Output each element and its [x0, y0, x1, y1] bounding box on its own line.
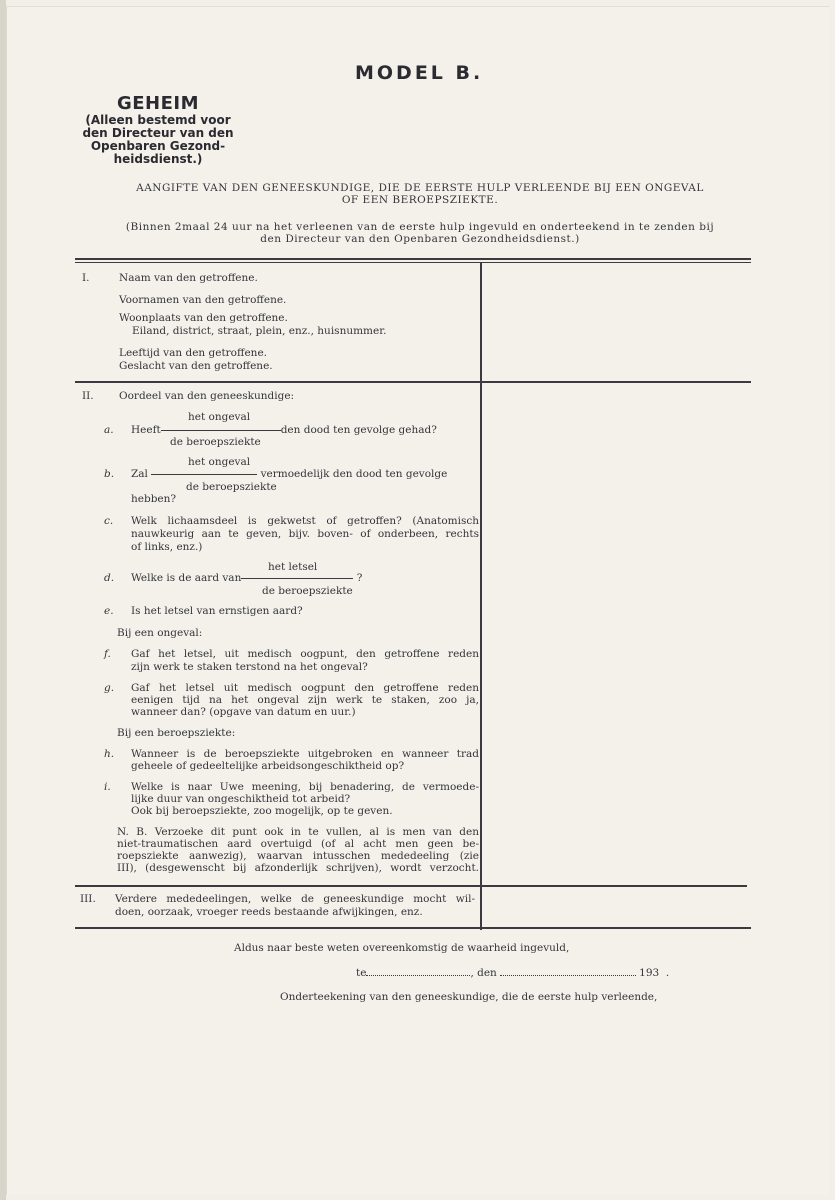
field-sublabel: Eiland, district, straat, plein, enz., huisnummer.	[132, 325, 387, 337]
item-letter: d.	[104, 572, 115, 584]
question-line: Welke is naar Uwe meening, bij benadering, de vermoede-	[131, 781, 479, 793]
section-numeral: II.	[82, 390, 94, 402]
question-line: eenigen tijd na het ongeval zijn werk te staken, zoo ja,	[131, 694, 479, 706]
fraction-line	[161, 430, 281, 431]
section-heading: Oordeel van den geneeskundige:	[119, 390, 295, 402]
item-letter: f.	[104, 648, 111, 660]
question-text: ?	[356, 572, 363, 584]
end-dot: .	[665, 967, 670, 979]
question-line: doen, oorzaak, vroeger reeds bestaande afwijkingen, enz.	[115, 906, 423, 918]
form-subtitle-line: OF EEN BEROEPSZIEKTE.	[341, 194, 499, 206]
option-below: de beroepsziekte	[186, 481, 277, 493]
answer-field-section-1[interactable]	[484, 266, 749, 379]
field-label: Leeftijd van den getroffene.	[119, 347, 267, 359]
option-below: de beroepsziekte	[262, 585, 353, 597]
item-letter: h.	[104, 748, 115, 760]
question-text: Is het letsel van ernstigen aard?	[131, 605, 303, 617]
option-above: het ongeval	[188, 411, 251, 423]
item-letter: b.	[104, 468, 115, 480]
section-numeral: III.	[80, 893, 96, 905]
nb-line: III), (desgewenscht bij afzonderlijk schrijven), wordt verzocht.	[117, 862, 479, 874]
table-top-rule-thin	[75, 262, 751, 263]
nb-line: niet-traumatischen aard overtuigd (of al acht men geen be-	[117, 838, 479, 850]
question-line: nauwkeurig aan te geven, bijv. boven- of onderbeen, rechts	[131, 528, 479, 540]
question-line: Gaf het letsel, uit medisch oogpunt, den getroffene reden	[131, 648, 479, 660]
question-line: Gaf het letsel uit medisch oogpunt den getroffene reden	[131, 682, 479, 694]
question-line: Wanneer is de beroepsziekte uitgebroken en wanneer trad	[131, 748, 479, 760]
signature-area[interactable]	[280, 1010, 690, 1050]
section-divider	[75, 381, 751, 383]
question-line: Ook bij beroepsziekte, zoo mogelijk, op te geven.	[131, 805, 393, 817]
field-label: Woonplaats van den getroffene.	[119, 312, 288, 324]
date-input-line[interactable]	[500, 966, 636, 976]
question-line: Welk lichaamsdeel is gekwetst of getroffen? (Anatomisch	[131, 515, 479, 527]
question-text: den dood ten gevolge gehad?	[280, 424, 437, 436]
field-label: Voornamen van den getroffene.	[119, 294, 287, 306]
field-label: Geslacht van den getroffene.	[119, 360, 273, 372]
confidential-note-line: (Alleen bestemd voor	[85, 113, 231, 127]
question-text: Welke is de aard van	[131, 572, 242, 584]
form-title: MODEL B.	[355, 62, 484, 84]
declaration-text: Aldus naar beste weten overeenkomstig de waarheid ingevuld,	[234, 942, 570, 954]
option-below: de beroepsziekte	[170, 436, 261, 448]
nb-line: N. B. Verzoeke dit punt ook in te vullen, al is men van den	[117, 826, 479, 838]
date-label: , den	[470, 967, 497, 979]
item-letter: e.	[104, 605, 114, 617]
confidential-note-line: den Directeur van den	[82, 126, 234, 140]
question-b	[131, 468, 447, 481]
question-d	[131, 572, 362, 585]
confidential-note-line: heidsdienst.)	[113, 152, 203, 166]
instruction-line: (Binnen 2maal 24 uur na het verleenen van de eerste hulp ingevuld en onderteekend in te zenden bij	[125, 221, 715, 233]
item-letter: a.	[104, 424, 114, 436]
year-label: 193	[639, 967, 660, 979]
question-text: Heeft	[131, 424, 161, 436]
confidential-block	[78, 93, 238, 166]
question-text: Zal	[131, 468, 148, 480]
question-line: geheele of gedeeltelijke arbeidsongeschiktheid op?	[131, 760, 405, 772]
fraction-line	[151, 474, 257, 475]
item-letter: i.	[104, 781, 111, 793]
item-letter: g.	[104, 682, 115, 694]
question-text: hebben?	[131, 493, 177, 505]
place-date-line	[356, 966, 669, 980]
section-divider	[75, 885, 747, 887]
option-above: het ongeval	[188, 456, 251, 468]
form-subtitle-line: AANGIFTE VAN DEN GENEESKUNDIGE, DIE DE EERSTE HULP VERLEENDE BIJ EEN ONGEVAL	[136, 182, 704, 194]
instruction-line: den Directeur van den Openbaren Gezondheidsdienst.)	[260, 233, 580, 245]
table-top-rule	[75, 258, 751, 260]
confidential-note-line: Openbaren Gezond-	[90, 139, 226, 153]
place-input-line[interactable]	[366, 966, 470, 976]
question-line: zijn werk te staken terstond na het ongeval?	[131, 661, 368, 673]
table-bottom-rule	[75, 927, 751, 929]
question-line: lijke duur van ongeschiktheid tot arbeid?	[131, 793, 351, 805]
subheading: Bij een ongeval:	[117, 627, 203, 639]
item-letter: c.	[104, 515, 114, 527]
field-label: Naam van den getroffene.	[119, 272, 258, 284]
place-label: te	[356, 967, 367, 979]
answer-field-section-3[interactable]	[484, 889, 749, 925]
subheading: Bij een beroepsziekte:	[117, 727, 236, 739]
nb-line: roepsziekte aanwezig), waarvan intusschen mededeeling (zie	[117, 850, 479, 862]
question-line: wanneer dan? (opgave van datum en uur.)	[131, 706, 356, 718]
section-numeral: I.	[82, 272, 90, 284]
fraction-line	[241, 578, 353, 579]
confidential-label: GEHEIM	[116, 93, 200, 114]
signature-label: Onderteekening van den geneeskundige, die de eerste hulp verleende,	[280, 991, 658, 1003]
option-above: het letsel	[268, 561, 318, 573]
question-text: vermoedelijk den dood ten gevolge	[260, 468, 448, 480]
table-column-divider	[480, 262, 482, 930]
answer-field-section-2[interactable]	[484, 385, 749, 883]
question-line: of links, enz.)	[131, 541, 203, 553]
question-line: Verdere mededeelingen, welke de geneeskundige mocht wil-	[115, 893, 475, 905]
